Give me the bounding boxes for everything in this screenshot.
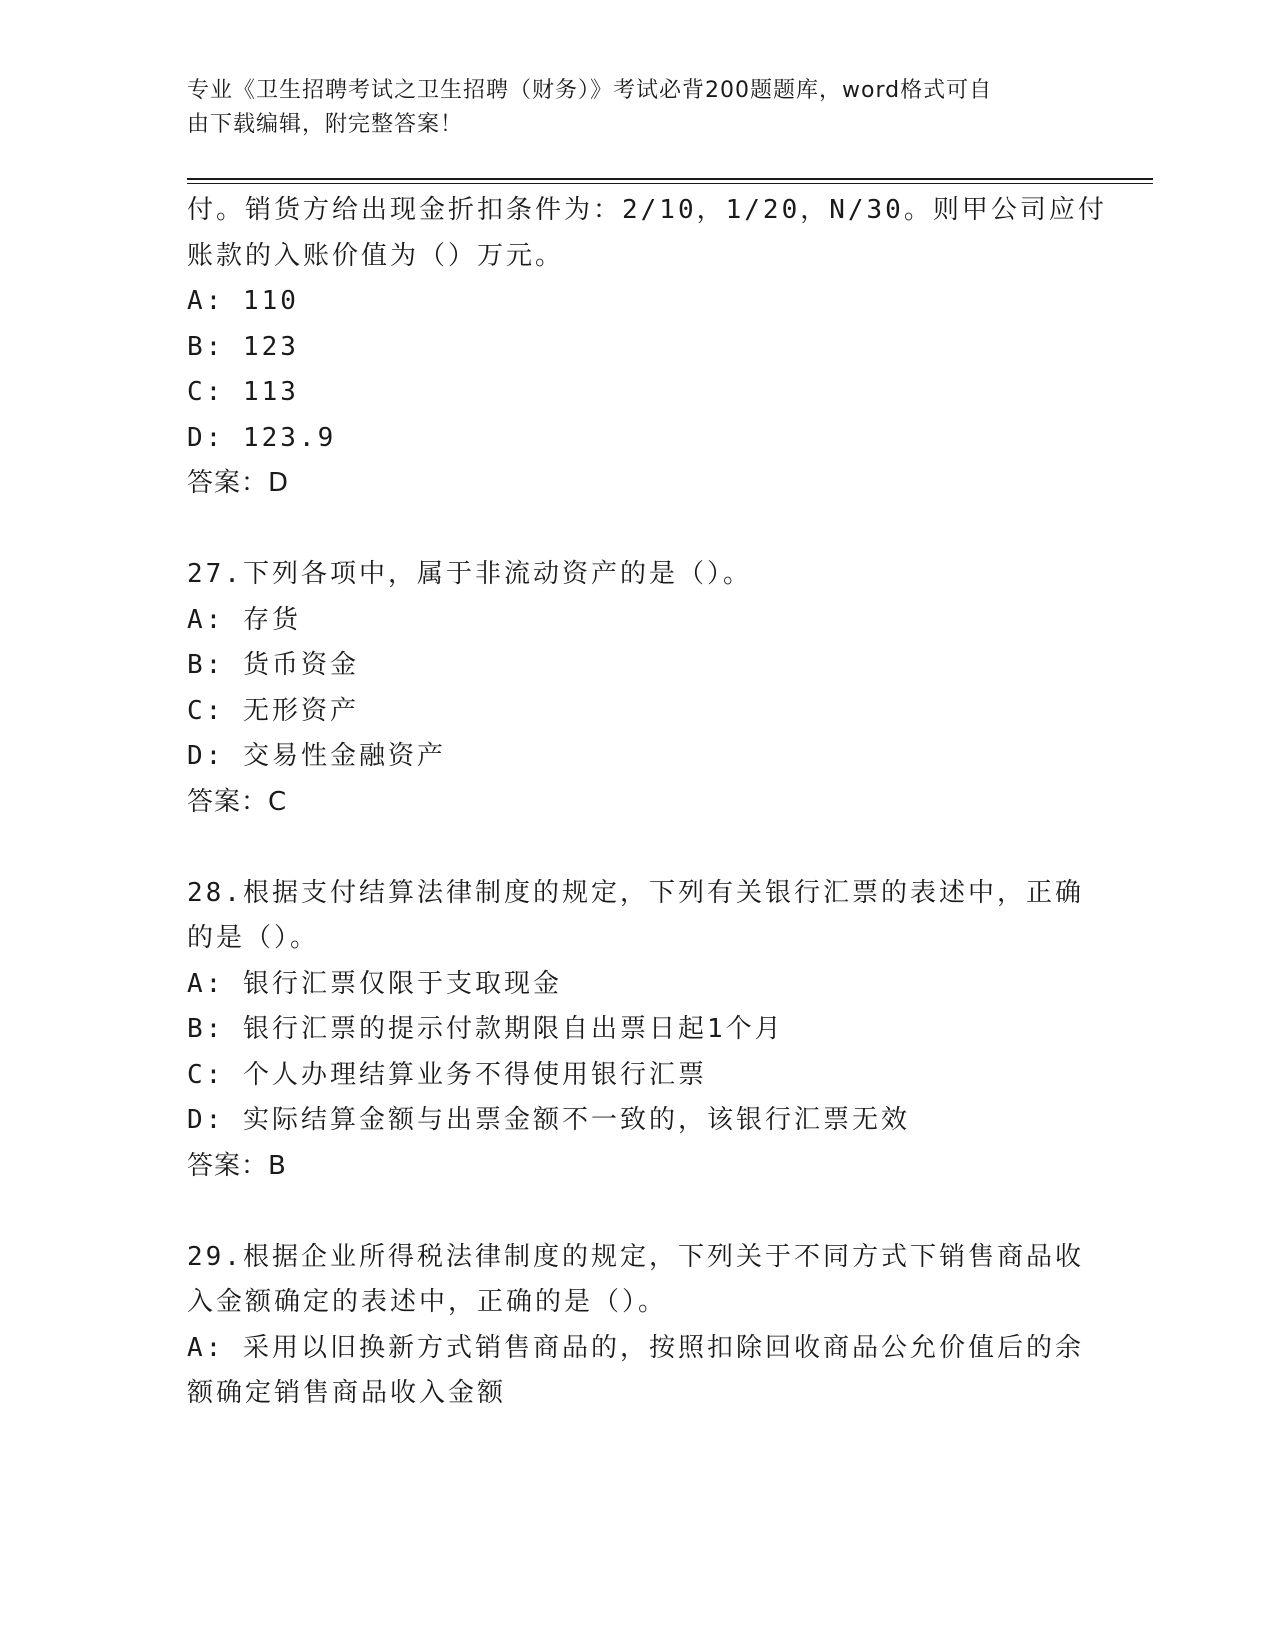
question-27-answer: 答案：C (187, 786, 288, 817)
question-26-answer: 答案：D (187, 468, 290, 498)
question-26-option-b: B: 123 (187, 331, 299, 362)
question-26-continued (187, 188, 1107, 507)
question-28-option-a: A: 银行汇票仅限于支取现金 (187, 968, 562, 999)
page-header (187, 74, 1067, 142)
question-26-option-d: D: 123.9 (187, 422, 337, 453)
question-27 (187, 552, 1087, 825)
question-28-option-b: B: 银行汇票的提示付款期限自出票日起1个月 (187, 1014, 784, 1044)
question-29-stem-line-2: 入金额确定的表述中，正确的是（）。 (187, 1287, 668, 1317)
spacer (187, 507, 1087, 553)
question-27-option-a: A: 存货 (187, 604, 301, 635)
question-26-stem-line-1: 付。销货方给出现金折扣条件为：2/10，1/20，N/30。则甲公司应付 (187, 195, 1107, 225)
header-line-1: 专业《卫生招聘考试之卫生招聘（财务）》考试必背200题题库，word格式可自 (187, 78, 993, 103)
question-content (187, 188, 1107, 1417)
header-line-2: 由下载编辑，附完整答案！ (187, 112, 464, 137)
question-26-option-a: A: 110 (187, 286, 299, 316)
question-29 (187, 1235, 1087, 1417)
header-rule-thin (187, 183, 1153, 184)
question-28 (187, 871, 1087, 1190)
question-29-option-a-line-2: 额确定销售商品收入金额 (187, 1378, 507, 1408)
question-26-option-c: C: 113 (187, 377, 299, 407)
question-27-option-c: C: 无形资产 (187, 695, 359, 726)
header-rule-thick (187, 178, 1153, 180)
question-29-option-a-line-1: A: 采用以旧换新方式销售商品的，按照扣除回收商品公允价值后的余 (187, 1332, 1084, 1363)
spacer (187, 825, 1087, 871)
question-27-option-d: D: 交易性金融资产 (187, 741, 446, 771)
question-28-option-c: C: 个人办理结算业务不得使用银行汇票 (187, 1059, 707, 1090)
question-27-stem: 27.下列各项中，属于非流动资产的是（）。 (187, 559, 752, 589)
question-28-option-d: D: 实际结算金额与出票金额不一致的，该银行汇票无效 (187, 1105, 910, 1135)
question-28-answer: 答案：B (187, 1150, 287, 1181)
question-29-stem-line-1: 29.根据企业所得税法律制度的规定，下列关于不同方式下销售商品收 (187, 1241, 1084, 1272)
question-28-stem-line-1: 28.根据支付结算法律制度的规定，下列有关银行汇票的表述中，正确 (187, 877, 1084, 908)
question-26-stem-line-2: 账款的入账价值为（）万元。 (187, 240, 565, 271)
question-28-stem-line-2: 的是（）。 (187, 923, 320, 953)
question-27-option-b: B: 货币资金 (187, 650, 359, 680)
spacer (187, 1189, 1087, 1235)
